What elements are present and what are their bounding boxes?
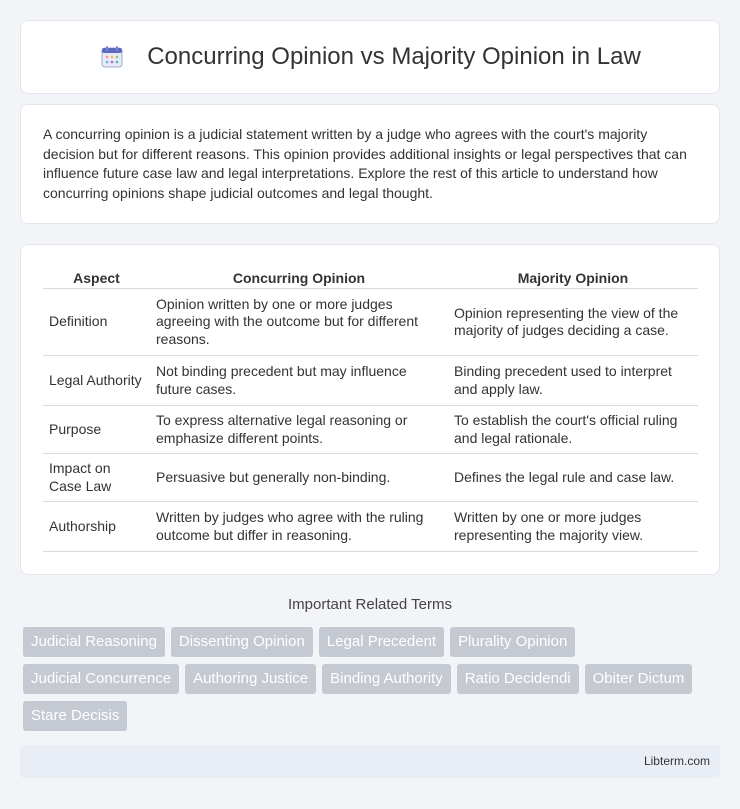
related-term-tag[interactable]: Judicial Reasoning [23, 627, 165, 657]
related-term-tag[interactable]: Authoring Justice [185, 664, 316, 694]
cell-concurring: Opinion written by one or more judges agreeing with the outcome but for different reasons. [150, 289, 448, 356]
cell-concurring: Written by judges who agree with the ruling outcome but differ in reasoning. [150, 502, 448, 552]
cell-majority: To establish the court's official ruling and legal rationale. [448, 406, 698, 454]
intro-card [20, 104, 720, 224]
page-title: Concurring Opinion vs Majority Opinion in Law [147, 43, 641, 70]
comparison-table [43, 267, 698, 552]
calendar-icon [99, 44, 125, 70]
related-term-tag[interactable]: Obiter Dictum [585, 664, 693, 694]
table-row [43, 356, 698, 406]
title-card [20, 20, 720, 94]
cell-majority: Binding precedent used to interpret and apply law. [448, 356, 698, 406]
cell-aspect: Purpose [43, 406, 150, 454]
related-term-tag[interactable]: Legal Precedent [319, 627, 444, 657]
table-row [43, 406, 698, 454]
related-term-tag[interactable]: Judicial Concurrence [23, 664, 179, 694]
cell-aspect: Definition [43, 289, 150, 356]
table-row [43, 502, 698, 552]
cell-concurring: Persuasive but generally non-binding. [150, 454, 448, 502]
cell-aspect: Legal Authority [43, 356, 150, 406]
related-term-tag[interactable]: Dissenting Opinion [171, 627, 313, 657]
cell-aspect: Authorship [43, 502, 150, 552]
related-term-tag[interactable]: Binding Authority [322, 664, 451, 694]
related-term-tag[interactable]: Plurality Opinion [450, 627, 575, 657]
table-header-row [43, 267, 698, 289]
table-row [43, 289, 698, 356]
footer [20, 745, 720, 778]
header-concurring: Concurring Opinion [150, 267, 448, 289]
cell-concurring: Not binding precedent but may influence future cases. [150, 356, 448, 406]
cell-majority: Defines the legal rule and case law. [448, 454, 698, 502]
cell-concurring: To express alternative legal reasoning or emphasize different points. [150, 406, 448, 454]
comparison-table-card [20, 244, 720, 575]
related-terms-title: Important Related Terms [288, 596, 452, 613]
related-terms-list [23, 627, 723, 738]
footer-site-link[interactable]: Libterm.com [643, 754, 710, 768]
related-term-tag[interactable]: Stare Decisis [23, 701, 127, 731]
table-row [43, 454, 698, 502]
header-aspect: Aspect [43, 267, 150, 289]
related-term-tag[interactable]: Ratio Decidendi [457, 664, 579, 694]
cell-majority: Written by one or more judges representing the majority view. [448, 502, 698, 552]
intro-paragraph: A concurring opinion is a judicial statement written by a judge who agrees with the court's majority decision but for different reasons. This opinion provides additional insights or legal perspectives that can influence future case law and legal interpretations. Explore the rest of this article to understand how concurring opinions shape judicial outcomes and legal thought. [43, 126, 687, 201]
cell-majority: Opinion representing the view of the majority of judges deciding a case. [448, 289, 698, 356]
cell-aspect: Impact on Case Law [43, 454, 150, 502]
header-majority: Majority Opinion [448, 267, 698, 289]
